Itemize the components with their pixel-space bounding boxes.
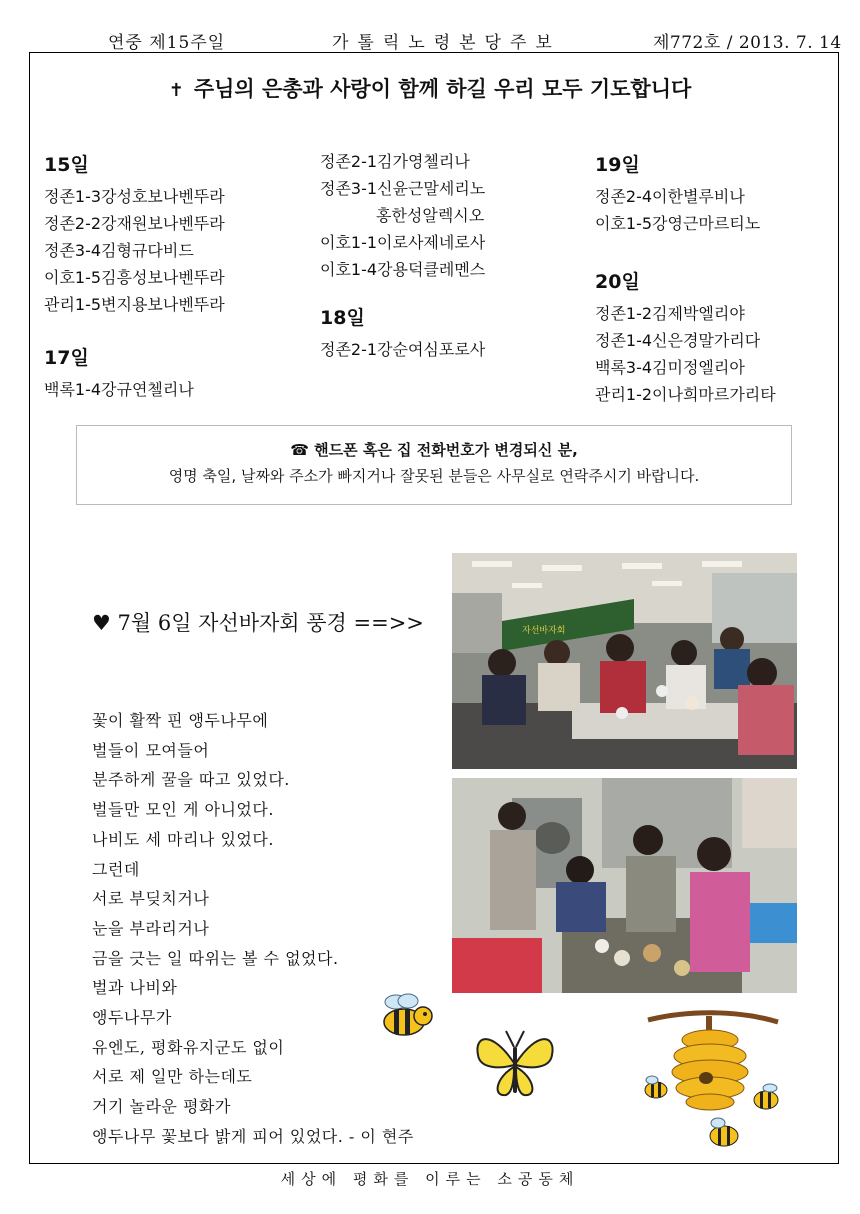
list-item: 이호1-4강용덕클레멘스 xyxy=(320,260,486,279)
poem-line: 거기 놀라운 평화가 xyxy=(92,1097,231,1117)
issue-season: 연중 제15주일 xyxy=(108,33,226,53)
poem-line: 금을 긋는 일 따위는 볼 수 없었다. xyxy=(92,948,339,968)
list-item: 정존1-2김제박엘리야 xyxy=(595,304,745,323)
prayer-text: 주님의 은총과 사랑이 함께 하길 우리 모두 기도합니다 xyxy=(193,77,692,101)
kitchen-photo xyxy=(452,778,797,993)
footer-motto: 세상에 평화를 이루는 소공동체 xyxy=(280,1170,580,1188)
poem-line: 분주하게 꿀을 따고 있었다. xyxy=(92,770,290,790)
poem-line: 서로 부딪치거나 xyxy=(92,889,210,909)
issue-number-date: 제772호 / 2013. 7. 14 xyxy=(653,33,842,53)
poem-line: 앵두나무 꽃보다 밝게 피어 있었다. - 이 현주 xyxy=(92,1126,414,1146)
birthday-column-1 xyxy=(44,152,225,403)
day-heading-19: 19일 xyxy=(595,154,640,176)
list-item: 정존2-4이한별루비나 xyxy=(595,187,745,206)
list-item: 관리1-5변지용보나벤뚜라 xyxy=(44,295,225,314)
list-item: 백록3-4김미정엘리아 xyxy=(595,358,745,377)
bazaar-hall-photo xyxy=(452,553,797,769)
list-item: 정존2-1김가영첼리나 xyxy=(320,152,470,171)
poem-line: 그런데 xyxy=(92,859,140,879)
bulletin-title: 가톨릭노령본당주보 xyxy=(332,33,561,53)
list-item: 정존2-2강재원보나벤뚜라 xyxy=(44,214,225,233)
list-item: 정존3-4김형규다비드 xyxy=(44,241,194,260)
prayer-heading xyxy=(0,73,860,103)
notice-line-1: ☎ 핸드폰 혹은 집 전화번호가 변경되신 분, xyxy=(290,441,578,459)
bee-illustration xyxy=(378,992,434,1042)
phone-icon: ☎ xyxy=(290,441,309,459)
list-item: 이호1-5김흥성보나벤뚜라 xyxy=(44,268,225,287)
list-item: 이호1-5강영근마르티노 xyxy=(595,214,761,233)
bazaar-heading: ♥ 7월 6일 자선바자회 풍경 ==>> xyxy=(92,611,424,635)
list-item: 관리1-2이나희마르가리타 xyxy=(595,385,776,404)
poem-line: 눈을 부라리거나 xyxy=(92,918,210,938)
day-heading-20: 20일 xyxy=(595,271,640,293)
list-item: 백록1-4강규연첼리나 xyxy=(44,380,194,399)
list-item: 정존3-1신윤근말세리노 xyxy=(320,179,486,198)
banner-text: 자선바자회 xyxy=(522,626,566,636)
day-heading-15: 15일 xyxy=(44,154,89,176)
poem-line: 꽃이 활짝 핀 앵두나무에 xyxy=(92,711,269,730)
poem xyxy=(92,706,414,1152)
birthday-column-2 xyxy=(320,148,485,363)
poem-line: 앵두나무가 xyxy=(92,1008,172,1028)
cross-icon: ✝ xyxy=(168,80,184,101)
beehive-illustration xyxy=(638,1006,788,1156)
list-item: 이호1-1이로사제네로사 xyxy=(320,233,486,252)
day-heading-17: 17일 xyxy=(44,347,89,369)
day-heading-18: 18일 xyxy=(320,307,365,329)
poem-line: 벌들이 모여들어 xyxy=(92,740,210,760)
poem-line: 서로 제 일만 하는데도 xyxy=(92,1067,253,1087)
contact-notice-box xyxy=(76,425,792,505)
heart-icon: ♥ xyxy=(92,611,111,635)
notice-line-2: 영명 축일, 날짜와 주소가 빠지거나 잘못된 분들은 사무실로 연락주시기 바랍니다. xyxy=(168,467,700,485)
list-item: 정존1-3강성호보나벤뚜라 xyxy=(44,187,225,206)
poem-line: 나비도 세 마리나 있었다. xyxy=(92,829,274,849)
list-item: 정존1-4신은경말가리다 xyxy=(595,331,761,350)
butterfly-illustration xyxy=(472,1025,558,1103)
list-item: 홍한성알렉시오 xyxy=(376,206,485,225)
poem-line: 벌과 나비와 xyxy=(92,978,178,998)
list-item: 정존2-1강순여심포로사 xyxy=(320,340,486,359)
poem-line: 벌들만 모인 게 아니었다. xyxy=(92,800,274,820)
poem-line: 유엔도, 평화유지군도 없이 xyxy=(92,1037,285,1057)
birthday-column-3 xyxy=(595,152,776,408)
